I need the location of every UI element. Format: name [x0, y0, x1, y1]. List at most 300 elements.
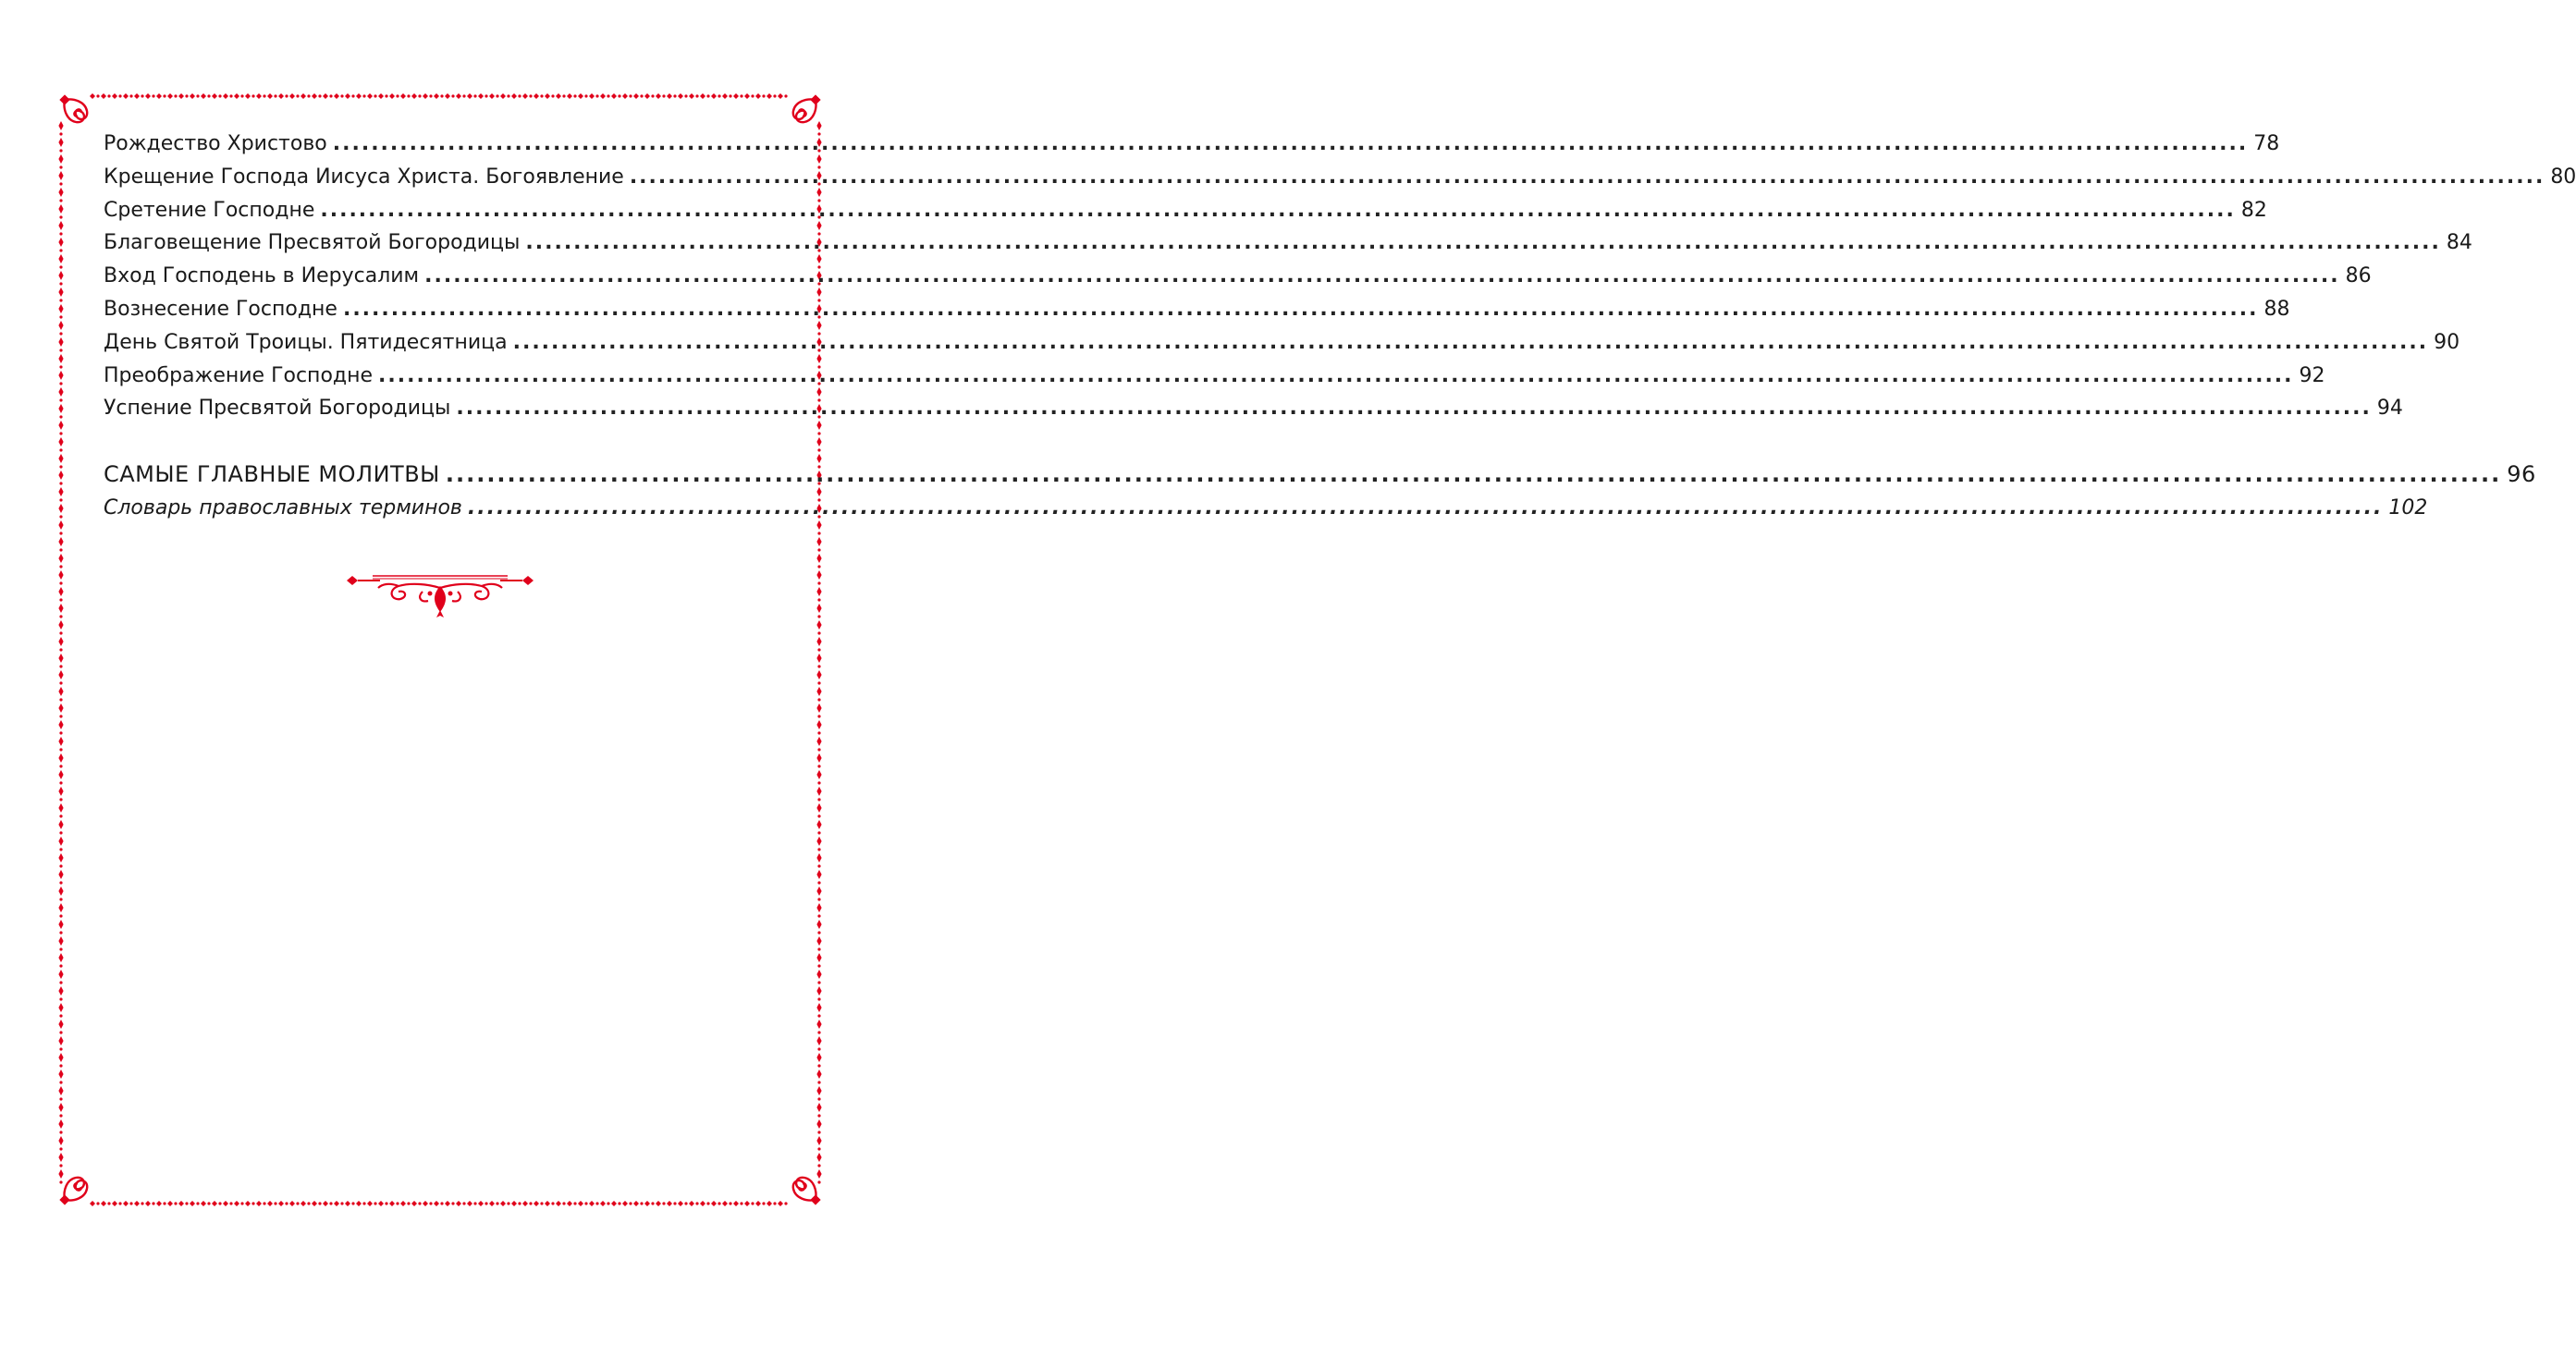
- frame-dot: [240, 1202, 243, 1204]
- dot-leader: ........................................................................................................................................................................................................: [320, 198, 2236, 222]
- frame-dot: [817, 548, 820, 551]
- frame-diamond: [767, 1201, 772, 1206]
- frame-diamond: [256, 93, 262, 99]
- frame-diamond: [58, 587, 63, 596]
- frame-dot: [706, 1202, 709, 1204]
- frame-diamond: [456, 1201, 461, 1206]
- frame-dot: [229, 94, 232, 97]
- frame-dot: [141, 1202, 143, 1204]
- frame-diamond: [58, 886, 63, 896]
- frame-diamond: [58, 986, 63, 996]
- frame-dot: [59, 548, 62, 551]
- frame-dot: [59, 1164, 62, 1167]
- frame-dot: [59, 748, 62, 751]
- frame-dot: [59, 814, 62, 817]
- frame-diamond: [816, 886, 821, 896]
- frame-dot: [59, 265, 62, 268]
- dot-leader: ........................................................................................................................................................................................................: [378, 363, 2294, 387]
- frame-diamond: [58, 936, 63, 946]
- frame-diamond: [267, 93, 273, 99]
- frame-dot: [59, 149, 62, 152]
- frame-dot: [684, 1202, 687, 1204]
- frame-dot: [362, 1202, 365, 1204]
- frame-diamond: [267, 1201, 273, 1206]
- frame-diamond: [411, 93, 417, 99]
- frame-diamond: [323, 1201, 328, 1206]
- frame-diamond: [656, 93, 661, 99]
- frame-dot: [59, 132, 62, 135]
- frame-diamond: [816, 670, 821, 679]
- frame-dot: [817, 781, 820, 784]
- frame-diamond: [423, 93, 428, 99]
- toc-entry: [104, 128, 2280, 161]
- frame-diamond: [500, 93, 506, 99]
- frame-dot: [59, 631, 62, 634]
- frame-dot: [817, 665, 820, 667]
- frame-dot: [129, 94, 132, 97]
- frame-diamond: [212, 1201, 217, 1206]
- frame-diamond: [58, 404, 63, 413]
- frame-diamond: [589, 1201, 595, 1206]
- frame-diamond: [816, 703, 821, 713]
- frame-dot: [584, 1202, 587, 1204]
- frame-diamond: [58, 1103, 63, 1112]
- frame-diamond: [58, 1036, 63, 1045]
- frame-dot: [817, 864, 820, 867]
- frame-dot: [573, 1202, 576, 1204]
- frame-diamond: [667, 93, 672, 99]
- frame-diamond: [556, 1201, 561, 1206]
- frame-dot: [562, 1202, 565, 1204]
- frame-dot: [59, 432, 62, 434]
- frame-diamond: [534, 1201, 539, 1206]
- frame-diamond: [312, 93, 317, 99]
- frame-diamond: [223, 93, 228, 99]
- dot-leader: ........................................................................................................................................................................................................: [342, 297, 2259, 321]
- frame-diamond: [58, 853, 63, 862]
- frame-dot: [185, 1202, 188, 1204]
- frame-diamond: [733, 1201, 739, 1206]
- frame-dot: [485, 94, 487, 97]
- frame-diamond: [816, 803, 821, 813]
- frame-dot: [817, 831, 820, 834]
- frame-dot: [817, 1047, 820, 1050]
- frame-diamond: [58, 537, 63, 546]
- frame-dot: [59, 299, 62, 301]
- frame-dot: [59, 348, 62, 351]
- frame-diamond: [816, 570, 821, 580]
- frame-diamond: [58, 454, 63, 463]
- frame-diamond: [816, 1036, 821, 1045]
- frame-dot: [551, 94, 554, 97]
- frame-diamond: [58, 687, 63, 696]
- frame-dot: [817, 764, 820, 767]
- frame-dot: [318, 1202, 321, 1204]
- frame-diamond: [816, 637, 821, 646]
- frame-dot: [817, 947, 820, 950]
- frame-diamond: [600, 93, 606, 99]
- frame-dot: [59, 332, 62, 335]
- frame-dot: [59, 1114, 62, 1117]
- frame-dot: [118, 1202, 121, 1204]
- frame-diamond: [58, 1153, 63, 1162]
- frame-diamond: [489, 1201, 495, 1206]
- frame-dot: [296, 94, 299, 97]
- frame-dot: [59, 1031, 62, 1033]
- frame-diamond: [500, 1201, 506, 1206]
- frame-dot: [59, 482, 62, 484]
- frame-dot: [59, 947, 62, 950]
- frame-dot: [59, 565, 62, 568]
- flourish-corner-icon: [59, 1178, 87, 1205]
- frame-dot: [218, 94, 221, 97]
- frame-diamond: [733, 93, 739, 99]
- frame-diamond: [667, 1201, 672, 1206]
- frame-dot: [59, 382, 62, 385]
- frame-dot: [59, 365, 62, 368]
- frame-diamond: [134, 1201, 140, 1206]
- frame-dot: [59, 465, 62, 468]
- frame-diamond: [816, 1070, 821, 1079]
- spacer: [104, 425, 769, 458]
- frame-diamond: [711, 93, 717, 99]
- frame-diamond: [816, 737, 821, 746]
- flourish-corner-icon: [59, 94, 87, 122]
- frame-diamond: [356, 93, 362, 99]
- frame-dot: [59, 881, 62, 884]
- frame-diamond: [334, 1201, 339, 1206]
- frame-dot: [59, 581, 62, 584]
- frame-diamond: [58, 171, 63, 180]
- frame-dot: [451, 1202, 454, 1204]
- frame-diamond: [301, 1201, 306, 1206]
- frame-dot: [96, 94, 99, 97]
- frame-diamond: [58, 554, 63, 563]
- frame-dot: [59, 898, 62, 900]
- frame-dot: [163, 94, 166, 97]
- frame-diamond: [744, 1201, 750, 1206]
- frame-dot: [59, 415, 62, 418]
- frame-diamond: [816, 936, 821, 946]
- toc-entry: [104, 194, 2267, 227]
- frame-dot: [496, 94, 498, 97]
- flourish-stroke: [59, 1194, 69, 1204]
- frame-diamond: [578, 93, 583, 99]
- toc-entry-title: Крещение Господа Иисуса Христа. Богоявление: [104, 165, 624, 189]
- frame-diamond: [816, 837, 821, 846]
- frame-dot: [751, 1202, 754, 1204]
- toc-entry-page: 90: [2434, 330, 2460, 354]
- frame-dot: [817, 1147, 820, 1150]
- frame-dot: [595, 1202, 598, 1204]
- frame-dot: [718, 1202, 720, 1204]
- frame-diamond: [633, 93, 639, 99]
- toc-entry-title: Вход Господень в Иерусалим: [104, 264, 420, 288]
- frame-diamond: [755, 1201, 761, 1206]
- frame-diamond: [711, 1201, 717, 1206]
- frame-dot: [107, 1202, 110, 1204]
- frame-diamond: [700, 1201, 705, 1206]
- frame-dot: [251, 1202, 254, 1204]
- frame-diamond: [400, 1201, 406, 1206]
- frame-dot: [59, 515, 62, 518]
- frame-diamond: [400, 93, 406, 99]
- frame-dot: [651, 94, 654, 97]
- frame-dot: [740, 1202, 742, 1204]
- frame-dot: [307, 94, 310, 97]
- toc-entry-page: 92: [2299, 363, 2325, 387]
- frame-diamond: [778, 1201, 783, 1206]
- frame-diamond: [58, 1169, 63, 1179]
- frame-diamond: [234, 93, 239, 99]
- frame-dot: [59, 764, 62, 767]
- frame-dot: [374, 94, 376, 97]
- frame-dot: [274, 94, 276, 97]
- frame-dot: [307, 1202, 310, 1204]
- toc-entry-title: День Святой Троицы. Пятидесятница: [104, 330, 508, 354]
- frame-dot: [651, 1202, 654, 1204]
- frame-diamond: [58, 304, 63, 313]
- frame-dot: [329, 1202, 332, 1204]
- frame-diamond: [58, 188, 63, 197]
- dot-leader: ........................................................................................................................................................................................................: [467, 495, 2384, 520]
- toc-entry-title: Рождество Христово: [104, 132, 327, 155]
- frame-dot: [396, 94, 399, 97]
- frame-diamond: [301, 93, 306, 99]
- frame-diamond: [278, 93, 284, 99]
- frame-diamond: [90, 93, 95, 99]
- frame-dot: [59, 681, 62, 684]
- frame-dot: [817, 565, 820, 568]
- frame-dot: [174, 94, 177, 97]
- dot-leader: ........................................................................................................................................................................................................: [424, 264, 2340, 288]
- frame-diamond: [58, 787, 63, 796]
- dot-leader: ........................................................................................................................................................................................................: [456, 397, 2372, 421]
- frame-diamond: [123, 93, 129, 99]
- frame-diamond: [367, 1201, 373, 1206]
- frame-dot: [385, 94, 387, 97]
- frame-diamond: [58, 903, 63, 912]
- frame-diamond: [567, 1201, 572, 1206]
- frame-diamond: [58, 354, 63, 363]
- frame-dot: [440, 1202, 443, 1204]
- frame-diamond: [411, 1201, 417, 1206]
- frame-diamond: [334, 93, 339, 99]
- frame-diamond: [816, 654, 821, 663]
- frame-dot: [640, 94, 643, 97]
- frame-dot: [618, 94, 620, 97]
- frame-dot: [96, 1202, 99, 1204]
- frame-diamond: [356, 1201, 362, 1206]
- frame-dot: [773, 94, 776, 97]
- frame-diamond: [58, 604, 63, 613]
- toc-glossary-entry: [104, 492, 2428, 525]
- frame-diamond: [534, 93, 539, 99]
- frame-dot: [407, 1202, 410, 1204]
- frame-diamond: [345, 1201, 350, 1206]
- frame-dot: [784, 94, 787, 97]
- frame-dot: [59, 1147, 62, 1150]
- frame-dot: [618, 1202, 620, 1204]
- frame-diamond: [816, 903, 821, 912]
- frame-dot: [318, 94, 321, 97]
- toc-section-page: 96: [2507, 461, 2536, 488]
- frame-diamond: [722, 1201, 728, 1206]
- frame-diamond: [90, 1201, 95, 1206]
- frame-diamond: [578, 1201, 583, 1206]
- frame-dot: [285, 1202, 288, 1204]
- frame-diamond: [58, 337, 63, 347]
- frame-diamond: [589, 93, 595, 99]
- frame-dot: [518, 94, 521, 97]
- frame-diamond: [816, 604, 821, 613]
- frame-diamond: [58, 970, 63, 979]
- frame-diamond: [58, 870, 63, 879]
- frame-dot: [440, 94, 443, 97]
- frame-dot: [817, 964, 820, 967]
- frame-dot: [407, 94, 410, 97]
- frame-diamond: [223, 1201, 228, 1206]
- frame-diamond: [816, 1053, 821, 1062]
- flourish-corner-icon: [793, 1178, 821, 1205]
- frame-dot: [59, 914, 62, 917]
- frame-dot: [817, 997, 820, 1000]
- frame-diamond: [58, 1070, 63, 1079]
- flourish-stroke: [59, 94, 69, 104]
- frame-diamond: [611, 1201, 617, 1206]
- frame-dot: [518, 1202, 521, 1204]
- frame-dot: [762, 1202, 765, 1204]
- frame-diamond: [58, 287, 63, 297]
- frame-dot: [374, 1202, 376, 1204]
- frame-diamond: [58, 371, 63, 380]
- frame-diamond: [312, 1201, 317, 1206]
- frame-dot: [817, 1064, 820, 1067]
- frame-dot: [551, 1202, 554, 1204]
- frame-dot: [595, 94, 598, 97]
- frame-dot: [817, 814, 820, 817]
- frame-dot: [59, 831, 62, 834]
- frame-dot: [540, 94, 543, 97]
- frame-dot: [59, 232, 62, 235]
- frame-diamond: [101, 1201, 106, 1206]
- frame-dot: [473, 1202, 476, 1204]
- frame-diamond: [467, 93, 472, 99]
- frame-diamond: [644, 1201, 650, 1206]
- frame-dot: [817, 532, 820, 534]
- frame-dot: [429, 94, 432, 97]
- frame-dot: [673, 1202, 676, 1204]
- frame-dot: [773, 1202, 776, 1204]
- frame-dot: [684, 94, 687, 97]
- frame-diamond: [489, 93, 495, 99]
- frame-dot: [817, 748, 820, 751]
- frame-dot: [59, 1180, 62, 1183]
- frame-diamond: [816, 620, 821, 630]
- frame-dot: [59, 964, 62, 967]
- frame-diamond: [58, 820, 63, 829]
- toc-entry-page: 82: [2240, 198, 2267, 222]
- frame-diamond: [212, 93, 217, 99]
- frame-diamond: [644, 93, 650, 99]
- frame-dot: [817, 1031, 820, 1033]
- frame-dot: [462, 1202, 465, 1204]
- frame-diamond: [767, 93, 772, 99]
- frame-diamond: [58, 471, 63, 480]
- frame-diamond: [611, 93, 617, 99]
- frame-diamond: [816, 753, 821, 763]
- frame-diamond: [816, 1020, 821, 1029]
- frame-diamond: [816, 437, 821, 446]
- frame-dot: [817, 881, 820, 884]
- frame-diamond: [700, 93, 705, 99]
- frame-diamond: [58, 321, 63, 330]
- frame-dot: [817, 681, 820, 684]
- frame-diamond: [167, 1201, 173, 1206]
- frame-diamond: [101, 93, 106, 99]
- frame-dot: [507, 94, 509, 97]
- frame-diamond: [522, 93, 528, 99]
- frame-diamond: [378, 93, 384, 99]
- frame-dot: [817, 1180, 820, 1183]
- dot-leader: ........................................................................................................................................................................................................: [629, 165, 2545, 189]
- frame-diamond: [744, 93, 750, 99]
- frame-dot: [817, 981, 820, 984]
- frame-dot: [196, 94, 199, 97]
- frame-diamond: [245, 93, 251, 99]
- frame-dot: [662, 94, 665, 97]
- frame-diamond: [434, 1201, 439, 1206]
- toc-section-entry: [104, 458, 2536, 492]
- frame-diamond: [423, 1201, 428, 1206]
- frame-dot: [174, 1202, 177, 1204]
- frame-dot: [59, 698, 62, 701]
- frame-diamond: [58, 121, 63, 130]
- frame-dot: [817, 631, 820, 634]
- frame-dot: [817, 1131, 820, 1133]
- frame-diamond: [256, 1201, 262, 1206]
- frame-diamond: [816, 853, 821, 862]
- frame-diamond: [434, 93, 439, 99]
- frame-dot: [59, 665, 62, 667]
- frame-diamond: [622, 93, 628, 99]
- frame-dot: [740, 94, 742, 97]
- frame-diamond: [58, 670, 63, 679]
- frame-diamond: [58, 953, 63, 962]
- frame-dot: [263, 94, 265, 97]
- frame-dot: [274, 1202, 276, 1204]
- frame-dot: [163, 1202, 166, 1204]
- frame-diamond: [58, 770, 63, 779]
- frame-dot: [817, 1081, 820, 1083]
- toc-entry-title: Благовещение Пресвятой Богородицы: [104, 231, 521, 255]
- frame-diamond: [58, 221, 63, 230]
- frame-diamond: [816, 770, 821, 779]
- frame-dot: [784, 1202, 787, 1204]
- frame-dot: [607, 94, 609, 97]
- frame-dot: [59, 532, 62, 534]
- frame-dot: [473, 94, 476, 97]
- frame-diamond: [816, 970, 821, 979]
- frame-dot: [695, 94, 698, 97]
- toc-entry-title: Вознесение Господне: [104, 297, 337, 321]
- toc-entry: [104, 392, 2403, 425]
- frame-diamond: [58, 387, 63, 397]
- frame-diamond: [816, 986, 821, 996]
- frame-diamond: [58, 254, 63, 263]
- frame-dot: [817, 615, 820, 617]
- frame-diamond: [511, 1201, 517, 1206]
